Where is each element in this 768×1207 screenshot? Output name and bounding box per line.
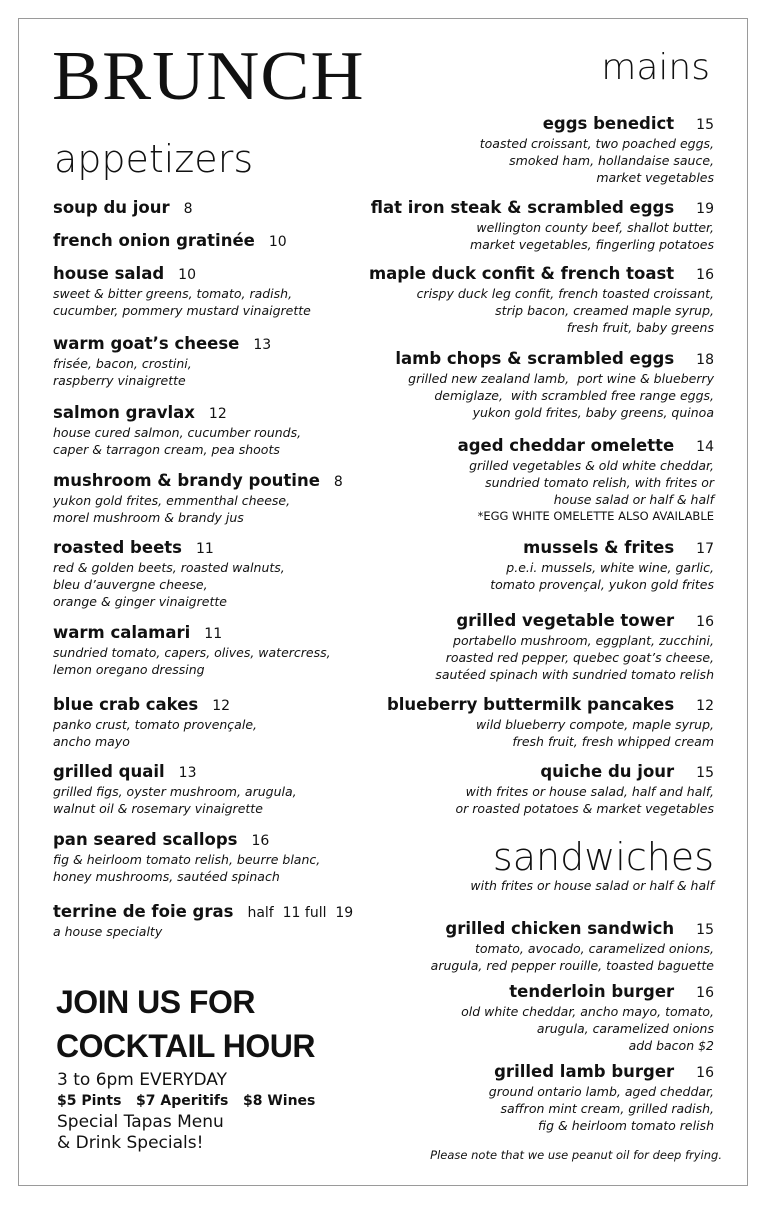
item-name: quiche du jour xyxy=(540,762,675,781)
item-desc: roasted red pepper, quebec goat’s cheese, xyxy=(445,650,714,665)
item-desc: tomato, avocado, caramelized onions, xyxy=(474,941,714,956)
item-price: 16 xyxy=(251,833,270,849)
item-price: 13 xyxy=(178,765,197,781)
item-desc: grilled figs, oyster mushroom, arugula, xyxy=(53,784,297,799)
appetizers-heading: appetizers xyxy=(54,137,254,181)
item-price: 16 xyxy=(696,267,714,283)
item-price: 8 xyxy=(183,201,193,217)
appetizer-item xyxy=(53,198,193,219)
item-name: warm calamari xyxy=(53,623,191,642)
main-item xyxy=(480,114,714,186)
appetizer-item xyxy=(53,902,353,940)
item-desc: grilled new zealand lamb, port wine & blueberry xyxy=(408,371,714,386)
item-desc: yukon gold frites, emmenthal cheese, xyxy=(53,493,291,508)
item-price: 12 xyxy=(212,698,231,714)
item-desc: orange & ginger vinaigrette xyxy=(53,594,227,609)
sandwich-item xyxy=(489,1062,714,1134)
cocktail-promo xyxy=(56,980,315,1068)
menu-title: BRUNCH xyxy=(52,38,365,115)
appetizer-item xyxy=(53,231,287,252)
item-desc: yukon gold frites, baby greens, quinoa xyxy=(472,405,714,420)
appetizer-item xyxy=(53,762,297,817)
sandwich-item xyxy=(461,982,714,1054)
item-desc: wild blueberry compote, maple syrup, xyxy=(476,717,714,732)
item-price: 15 xyxy=(696,117,714,133)
main-item xyxy=(456,762,714,817)
item-desc: sundried tomato, capers, olives, watercress, xyxy=(53,645,331,660)
item-name: aged cheddar omelette xyxy=(457,436,675,455)
item-desc: toasted croissant, two poached eggs, xyxy=(479,136,714,151)
item-desc: strip bacon, creamed maple syrup, xyxy=(495,303,714,318)
item-price: 10 xyxy=(268,234,287,250)
item-desc: morel mushroom & brandy jus xyxy=(53,510,244,525)
item-desc: or roasted potatoes & market vegetables xyxy=(455,801,714,816)
item-name: grilled chicken sandwich xyxy=(445,919,675,938)
item-desc: ancho mayo xyxy=(53,734,130,749)
item-desc: demiglaze, with scrambled free range eggs, xyxy=(434,388,714,403)
item-desc: sautéed spinach with sundried tomato relish xyxy=(435,667,714,682)
cocktail-line2: COCKTAIL HOUR xyxy=(56,1028,315,1064)
appetizer-item xyxy=(53,538,285,610)
footer-note: Please note that we use peanut oil for deep frying. xyxy=(430,1148,722,1162)
item-name: blueberry buttermilk pancakes xyxy=(386,695,675,714)
item-desc: grilled vegetables & old white cheddar, xyxy=(469,458,714,473)
item-price: 15 xyxy=(696,765,714,781)
item-desc: fig & heirloom tomato relish xyxy=(538,1118,714,1133)
item-desc: arugula, red pepper rouille, toasted baguette xyxy=(430,958,714,973)
item-desc: saffron mint cream, grilled radish, xyxy=(500,1101,714,1116)
item-price: 12 xyxy=(696,698,714,714)
item-desc: walnut oil & rosemary vinaigrette xyxy=(53,801,263,816)
item-price: 11 xyxy=(204,626,223,642)
item-name: roasted beets xyxy=(53,538,182,557)
item-desc: crispy duck leg confit, french toasted croissant, xyxy=(416,286,714,301)
cocktail-details xyxy=(57,1070,315,1154)
item-name: french onion gratinée xyxy=(53,231,255,250)
cocktail-line1: JOIN US FOR xyxy=(56,984,255,1020)
item-desc: red & golden beets, roasted walnuts, xyxy=(53,560,285,575)
sandwiches-subheading: with frites or house salad or half & half xyxy=(470,878,714,893)
item-desc: cucumber, pommery mustard vinaigrette xyxy=(53,303,311,318)
item-desc: add bacon $2 xyxy=(628,1038,714,1053)
item-price: 16 xyxy=(696,614,714,630)
item-desc: raspberry vinaigrette xyxy=(53,373,186,388)
item-desc: portabello mushroom, eggplant, zucchini, xyxy=(453,633,714,648)
item-price: 15 xyxy=(696,922,714,938)
item-desc: smoked ham, hollandaise sauce, xyxy=(509,153,714,168)
item-name: soup du jour xyxy=(53,198,170,217)
cocktail-tapas: Special Tapas Menu xyxy=(57,1112,224,1132)
item-desc: with frites or house salad, half and half, xyxy=(465,784,714,799)
item-price: 8 xyxy=(333,474,343,490)
item-name: warm goat’s cheese xyxy=(53,334,240,353)
item-desc: frisée, bacon, crostini, xyxy=(53,356,192,371)
item-desc: sundried tomato relish, with frites or xyxy=(485,475,714,490)
item-name: blue crab cakes xyxy=(53,695,199,714)
appetizer-item xyxy=(53,623,331,678)
item-desc: lemon oregano dressing xyxy=(53,662,205,677)
item-desc: old white cheddar, ancho mayo, tomato, xyxy=(461,1004,714,1019)
item-price: 16 xyxy=(696,1065,714,1081)
item-desc: market vegetables xyxy=(596,170,714,185)
item-name: house salad xyxy=(53,264,165,283)
item-name: salmon gravlax xyxy=(53,403,195,422)
item-desc: wellington county beef, shallot butter, xyxy=(476,220,714,235)
item-desc: honey mushrooms, sautéed spinach xyxy=(53,869,280,884)
item-desc: fig & heirloom tomato relish, beurre blanc, xyxy=(53,852,321,867)
item-desc: fresh fruit, baby greens xyxy=(566,320,714,335)
item-name: tenderloin burger xyxy=(509,982,675,1001)
mains-heading: mains xyxy=(601,47,710,88)
item-desc: fresh fruit, fresh whipped cream xyxy=(512,734,714,749)
item-name: grilled lamb burger xyxy=(494,1062,675,1081)
appetizer-item xyxy=(53,695,257,750)
item-desc: bleu d’auvergne cheese, xyxy=(53,577,208,592)
main-item xyxy=(387,695,714,750)
item-desc: p.e.i. mussels, white wine, garlic, xyxy=(506,560,714,575)
item-desc: panko crust, tomato provençale, xyxy=(53,717,257,732)
item-desc: ground ontario lamb, aged cheddar, xyxy=(488,1084,714,1099)
item-name: pan seared scallops xyxy=(53,830,238,849)
appetizer-item xyxy=(53,830,320,885)
cocktail-specials: $5 Pints $7 Aperitifs $8 Wines xyxy=(57,1093,316,1109)
item-price: half 11 full 19 xyxy=(247,905,354,921)
item-name: eggs benedict xyxy=(542,114,675,133)
item-price: 17 xyxy=(696,541,714,557)
appetizer-item xyxy=(53,264,311,319)
item-price: 18 xyxy=(696,352,714,368)
main-item xyxy=(371,198,714,253)
item-price: 10 xyxy=(178,267,196,283)
item-desc: market vegetables, fingerling potatoes xyxy=(469,237,714,252)
item-price: 13 xyxy=(253,337,272,353)
item-price: 16 xyxy=(696,985,714,1001)
item-price: 14 xyxy=(696,439,714,455)
item-desc: house cured salmon, cucumber rounds, xyxy=(53,425,302,440)
item-name: maple duck confit & french toast xyxy=(368,264,675,283)
item-price: 19 xyxy=(696,201,714,217)
item-price: 11 xyxy=(195,541,214,557)
item-price: 12 xyxy=(208,406,227,422)
item-name: grilled quail xyxy=(53,762,165,781)
sandwich-item xyxy=(431,919,714,974)
cocktail-drinks: & Drink Specials! xyxy=(57,1133,204,1153)
item-desc: arugula, caramelized onions xyxy=(536,1021,714,1036)
item-name: flat iron steak & scrambled eggs xyxy=(370,198,675,217)
cocktail-hours: 3 to 6pm EVERYDAY xyxy=(57,1070,227,1090)
main-item xyxy=(395,349,714,421)
item-name: mussels & frites xyxy=(523,538,675,557)
item-desc: caper & tarragon cream, pea shoots xyxy=(53,442,280,457)
main-item xyxy=(458,436,714,525)
item-desc: a house specialty xyxy=(53,924,163,939)
item-name: grilled vegetable tower xyxy=(456,611,675,630)
sandwiches-heading: sandwiches xyxy=(492,835,714,879)
main-item xyxy=(435,611,714,683)
item-name: lamb chops & scrambled eggs xyxy=(395,349,675,368)
item-note: *EGG WHITE OMELETTE ALSO AVAILABLE xyxy=(477,509,714,523)
appetizer-item xyxy=(53,471,343,526)
item-name: mushroom & brandy poutine xyxy=(53,471,320,490)
item-desc: sweet & bitter greens, tomato, radish, xyxy=(53,286,293,301)
item-desc: tomato provençal, yukon gold frites xyxy=(490,577,714,592)
main-item xyxy=(369,264,714,336)
appetizer-item xyxy=(53,334,271,389)
main-item xyxy=(490,538,714,593)
item-name: terrine de foie gras xyxy=(53,902,234,921)
item-desc: house salad or half & half xyxy=(553,492,714,507)
appetizer-item xyxy=(53,403,301,458)
